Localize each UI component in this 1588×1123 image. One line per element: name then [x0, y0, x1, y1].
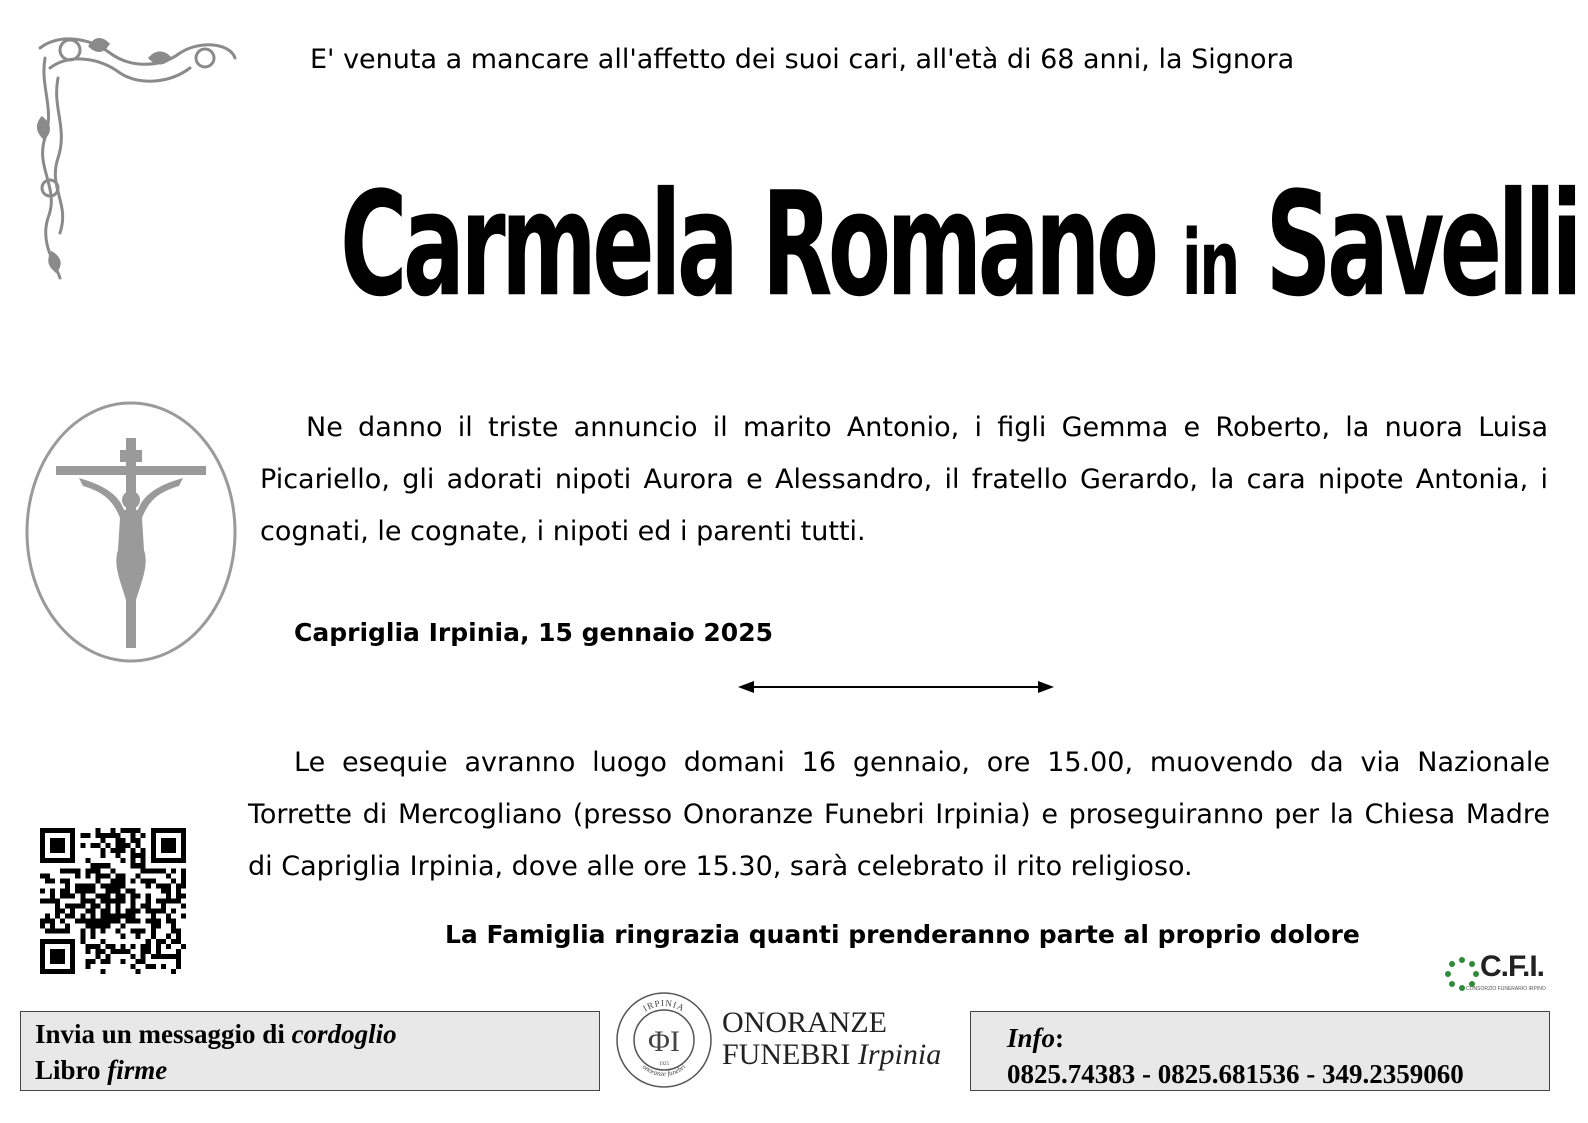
info-box: [970, 1011, 1550, 1091]
info-label: Info:: [1007, 1023, 1065, 1053]
cfi-logo-subtitle: CONSORZIO FUNERARIO IRPINO: [1466, 986, 1546, 992]
cfi-logo: [1442, 950, 1546, 998]
funeral-home-name: ONORANZE FUNEBRI Irpinia: [722, 1006, 942, 1071]
condolence-link[interactable]: Invia un messaggio di cordoglio: [35, 1019, 397, 1049]
cfi-logo-text: C.F.I.: [1480, 950, 1545, 983]
deceased-connector: in: [1181, 211, 1239, 317]
condolence-box[interactable]: [20, 1011, 600, 1091]
qr-code-icon[interactable]: [40, 828, 186, 974]
intro-text: E' venuta a mancare all'affetto dei suoi cari, all'età di 68 anni, la Signora: [310, 44, 1295, 75]
place-date: Capriglia Irpinia, 15 gennaio 2025: [294, 618, 773, 647]
info-phones[interactable]: 0825.74383 - 0825.681536 - 349.2359060: [1007, 1059, 1464, 1089]
deceased-name: [340, 160, 1579, 329]
thanks-text: La Famiglia ringrazia quanti prenderanno parte al proprio dolore: [445, 920, 1360, 949]
announcement-paragraph: Ne danno il triste annuncio il marito Antonio, i figli Gemma e Roberto, la nuora Luisa Picariello, gli adorati nipoti Aurora e Alessandro, il fratello Gerardo, la cara nipote Antonia, i cognati, le cognate, i nipoti ed i parenti tutti.: [260, 412, 1548, 547]
double-arrow-divider: [736, 676, 1056, 698]
svg-text:ΦΙ: ΦΙ: [648, 1025, 680, 1058]
guestbook-link[interactable]: Libro firme: [35, 1055, 168, 1085]
funeral-paragraph: Le esequie avranno luogo domani 16 gennaio, ore 15.00, muovendo da via Nazionale Torrette di Mercogliano (presso Onoranze Funebri Irpinia) e proseguiranno per la Chiesa Madre di Capriglia Irpinia, dove alle ore 15.30, sarà celebrato il rito religioso.: [248, 747, 1550, 882]
corner-flourish-icon: [30, 28, 245, 288]
svg-text:onoranze funebri: onoranze funebri: [640, 1062, 688, 1079]
svg-text:1925: 1925: [659, 1062, 669, 1067]
crucifix-icon: [24, 400, 238, 664]
deceased-first-name: Carmela Romano: [340, 160, 1155, 329]
svg-text:IRPINIA: IRPINIA: [641, 997, 687, 1014]
funeral-home-seal-icon: [614, 990, 714, 1090]
deceased-married-name: Savelli: [1265, 160, 1579, 329]
